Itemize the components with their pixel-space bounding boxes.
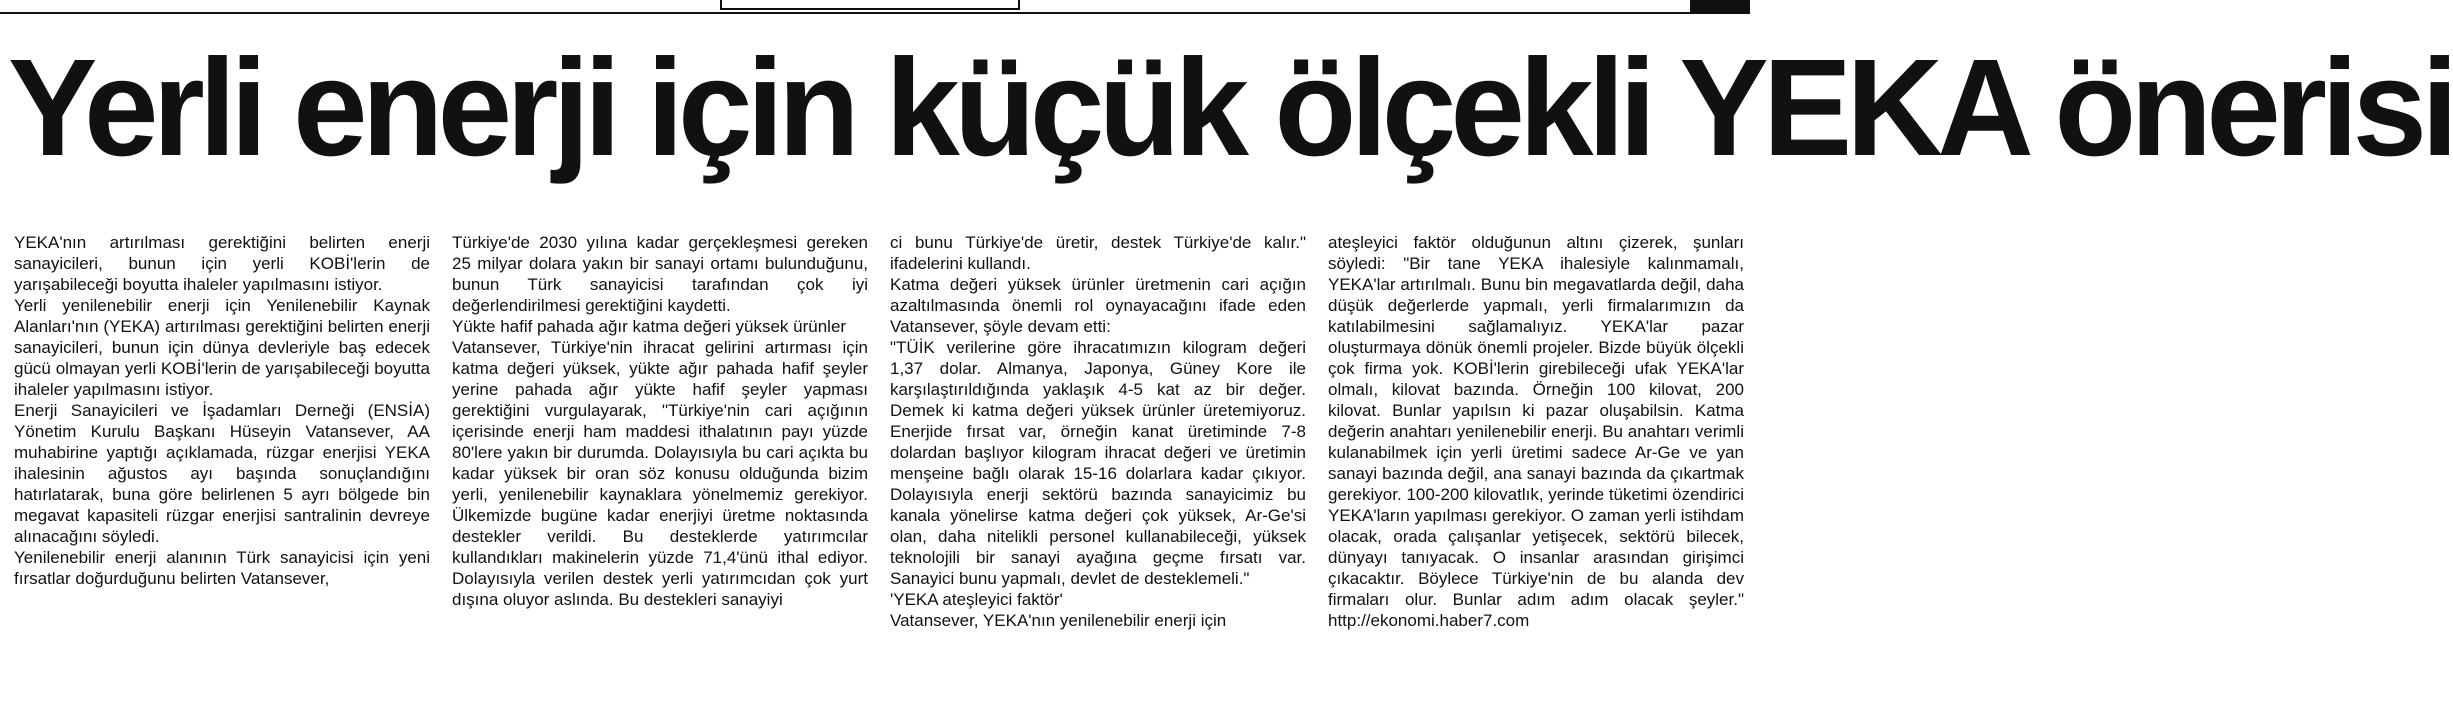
paragraph: Enerji Sanayicileri ve İşadamları Derneği (ENSİA) Yönetim Kurulu Başkanı Hüseyin Vatansever, AA muhabirine yaptığı açıklamada, rüzgar enerjisi YEKA ihalesinin ağustos ayı başında sonuçlandığını hatırlatarak, buna göre belirlenen 5 ayrı bölgede bin megavat kapasiteli rüzgar enerjisi santralinin devreye alınacağını söyledi. (14, 401, 430, 546)
paragraph: Vatansever, Türkiye'nin ihracat gelirini artırması için katma değeri yüksek, yükte ağır pahada hafif şeyler yerine pahada ağır yükte hafif şeyler yapması gerektiğini vurgulayarak, "Türkiye'nin cari açığının içerisinde enerji ham maddesi ithalatının payı yüzde 80'lere yakın bir durumda. Dolayısıyla bu cari açıkta bu kadar yüksek bir oran söz konusu olduğunda bizim yerli, yenilenebilir kaynaklara yönelmemiz gerekiyor. Ülkemizde bugüne kadar enerjiyi üretme noktasında destekler verildi. Bu desteklerde yatırımcılar kullandıkları makinelerin yüzde 71,4'ünü ithal ediyor. Dolayısıyla verilen destek yerli yatırımcıdan çok yurt dışına oluyor aslında. Bu destekleri sanayiyi (452, 338, 868, 609)
paragraph: ateşleyici faktör olduğunun altını çizerek, şunları söyledi: "Bir tane YEKA ihalesiyle kalınmamalı, YEKA'lar artırılmalı. Bunu bin megavatlarda değil, daha düşük değerlerde yapmalı, yerli firmalarımızın da katılabilmesini sağlamalıyız. YEKA'lar pazar oluşturmaya dönük önemli projeler. Bizde büyük ölçekli çok firma yok. KOBİ'lerin girebileceği ufak YEKA'lar olmalı, kilovat bazında. Örneğin 100 kilovat, 200 kilovat. Bunlar yapılsın ki pazar oluşabilsin. Katma değerin anahtarı yenilenebilir enerji. Bu anahtarı verimli kulanabilmek için yerli üretimi sadece Ar-Ge ve yan sanayi bazında değil, ana sanayi bazında da çıkartmak gerekiyor. 100-200 kilovatlık, yerinde tüketimi özendirici YEKA'ların yapılması gerekiyor. O zaman yerli istihdam olacak, orada çalışanlar yetişecek, sektörü bilecek, dünyayı tanıyacak. O insanlar arasından girişimci çıkacaktır. Böylece Türkiye'nin de bu alanda dev firmaları olur. Bunlar adım adım olacak şeyler." http://ekonomi.haber7.com (1328, 233, 1744, 630)
paragraph: Yenilenebilir enerji alanının Türk sanayicisi için yeni fırsatlar doğurduğunu belirten Vatansever, (14, 548, 430, 588)
paragraph: YEKA'nın artırılması gerektiğini belirten enerji sanayicileri, bunun için yerli KOBİ'lerin de yarışabileceği boyutta ihaleler yapılmasını istiyor. (14, 233, 430, 294)
top-tab (720, 0, 1020, 10)
column-1 (14, 232, 430, 711)
subheading: 'YEKA ateşleyici faktör' (890, 590, 1063, 609)
headline: Yerli enerji için küçük ölçekli YEKA önerisi (8, 31, 2453, 185)
corner-block (1690, 0, 1750, 14)
column-4 (1328, 232, 1744, 711)
paragraph: Türkiye'de 2030 yılına kadar gerçekleşmesi gereken 25 milyar dolara yakın bir sanayi ortamı bulunduğunu, bunun Türk sanayicisi tarafından çok iyi değerlendirilmesi gerektiğini kaydetti. (452, 233, 868, 315)
subheading: Yükte hafif pahada ağır katma değeri yüksek ürünler (452, 317, 847, 336)
column-2 (452, 232, 868, 711)
column-3 (890, 232, 1306, 711)
paragraph: Yerli yenilenebilir enerji için Yenilenebilir Kaynak Alanları'nın (YEKA) artırılması gerektiğini belirten enerji sanayicileri, bunun için dünya devleriyle baş edecek gücü olmayan yerli KOBİ'lerin de yarışabileceği boyutta ihaleler yapılmasını istiyor. (14, 296, 430, 399)
article-body (14, 232, 1744, 711)
top-rule (0, 12, 1750, 14)
paragraph: "TÜİK verilerine göre ihracatımızın kilogram değeri 1,37 dolar. Almanya, Japonya, Güney Kore ile karşılaştırıldığında yaklaşık 4-5 kat az bir değer. Demek ki katma değeri yüksek ürünler üretemiyoruz. Enerjide fırsat var, örneğin kanat üretiminde 7-8 dolardan başlıyor kilogram ihracat değeri ve üretimin menşeine bağlı olarak 15-16 dolarlara kadar çıkıyor. Dolayısıyla enerji sektörü bazında sanayicimiz bu kanala yönelirse katma değeri çok yüksek, Ar-Ge'si olan, daha nitelikli personel kullanabileceği, yüksek teknolojili bir sanayi ayağına geçme fırsatı var. Sanayici bunu yapmalı, devlet de desteklemeli." (890, 338, 1306, 588)
paragraph: Katma değeri yüksek ürünler üretmenin cari açığın azaltılmasında önemli rol oynayacağını ifade eden Vatansever, şöyle devam etti: (890, 275, 1306, 336)
paragraph: ci bunu Türkiye'de üretir, destek Türkiye'de kalır." ifadelerini kullandı. (890, 233, 1306, 273)
paragraph: Vatansever, YEKA'nın yenilenebilir enerji için (890, 611, 1227, 630)
